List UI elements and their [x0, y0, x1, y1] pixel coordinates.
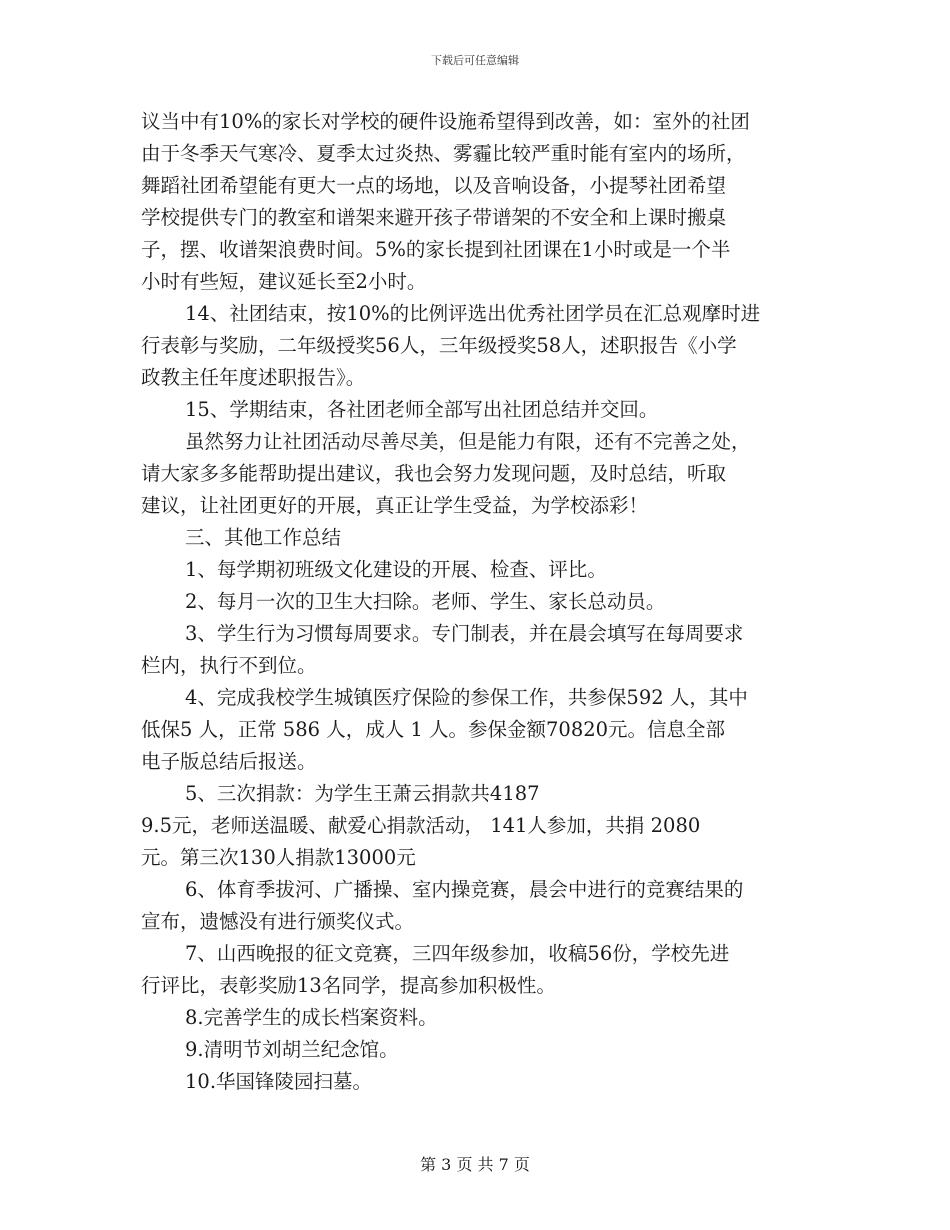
text-line: 1、每学期初班级文化建设的开展、检查、评比。: [185, 558, 607, 581]
text-line: 2、每月一次的卫生大扫除。老师、学生、家长总动员。: [185, 590, 666, 613]
section-heading: 三、其他工作总结: [185, 526, 342, 549]
text-line: 5、三次捐款：为学生王萧云捐款共4187: [185, 782, 540, 805]
text-line: 议当中有10%的家长对学校的硬件设施希望得到改善，如：室外的社团: [141, 110, 750, 133]
page-number-footer: 第 3 页 共 7 页: [420, 1155, 530, 1174]
text-line: 舞蹈社团希望能有更大一点的场地，以及音响设备，小提琴社团希望: [141, 174, 727, 197]
page-header: 下载后可任意编辑: [431, 54, 519, 67]
text-line: 小时有些短，建议延长至2小时。: [141, 270, 427, 293]
text-line: 电子版总结后报送。: [141, 750, 317, 773]
text-line: 6、体育季拔河、广播操、室内操竞赛，晨会中进行的竞赛结果的: [185, 878, 744, 901]
text-line: 政教主任年度述职报告》。: [141, 366, 366, 389]
text-line: 7、山西晚报的征文竞赛，三四年级参加，收稿56份，学校先进: [185, 942, 730, 965]
text-line: 10.华国锋陵园扫墓。: [185, 1070, 373, 1093]
text-line: 建议，让社团更好的开展，真正让学生受益，为学校添彩！: [141, 494, 649, 517]
text-line: 虽然努力让社团活动尽善尽美，但是能力有限，还有不完善之处，: [185, 430, 751, 453]
document-body: [141, 106, 813, 1098]
text-line: 9.5元，老师送温暖、献爱心捐款活动， 141人参加，共捐 2080: [141, 814, 701, 837]
text-line: 请大家多多能帮助提出建议，我也会努力发现问题，及时总结，听取: [141, 462, 727, 485]
text-line: 15、学期结束，各社团老师全部写出社团总结并交回。: [185, 398, 659, 421]
text-line: 行评比，表彰奖励13名同学，提高参加积极性。: [141, 974, 556, 997]
text-line: 宣布，遗憾没有进行颁奖仪式。: [141, 910, 415, 933]
text-line: 栏内，执行不到位。: [141, 654, 317, 677]
text-line: 元。第三次130人捐款13000元: [141, 846, 416, 869]
text-line: 9.清明节刘胡兰纪念馆。: [185, 1038, 399, 1061]
text-line: 8.完善学生的成长档案资料。: [185, 1006, 438, 1029]
text-line: 3、学生行为习惯每周要求。专门制表，并在晨会填写在每周要求: [185, 622, 744, 645]
text-line: 由于冬季天气寒冷、夏季太过炎热、雾霾比较严重时能有室内的场所，: [141, 142, 746, 165]
text-line: 14、社团结束，按10%的比例评选出优秀社团学员在汇总观摩时进: [185, 302, 761, 325]
text-line: 学校提供专门的教室和谱架来避开孩子带谱架的不安全和上课时搬桌: [141, 206, 727, 229]
text-line: 4、完成我校学生城镇医疗保险的参保工作，共参保592 人，其中: [185, 686, 748, 709]
text-line: 低保5 人，正常 586 人，成人 1 人。参保金额70820元。信息全部: [141, 718, 726, 741]
text-line: 行表彰与奖励，二年级授奖56人，三年级授奖58人，述职报告《小学: [141, 334, 737, 357]
text-line: 子，摆、收谱架浪费时间。5%的家长提到社团课在1小时或是一个半: [141, 238, 731, 261]
